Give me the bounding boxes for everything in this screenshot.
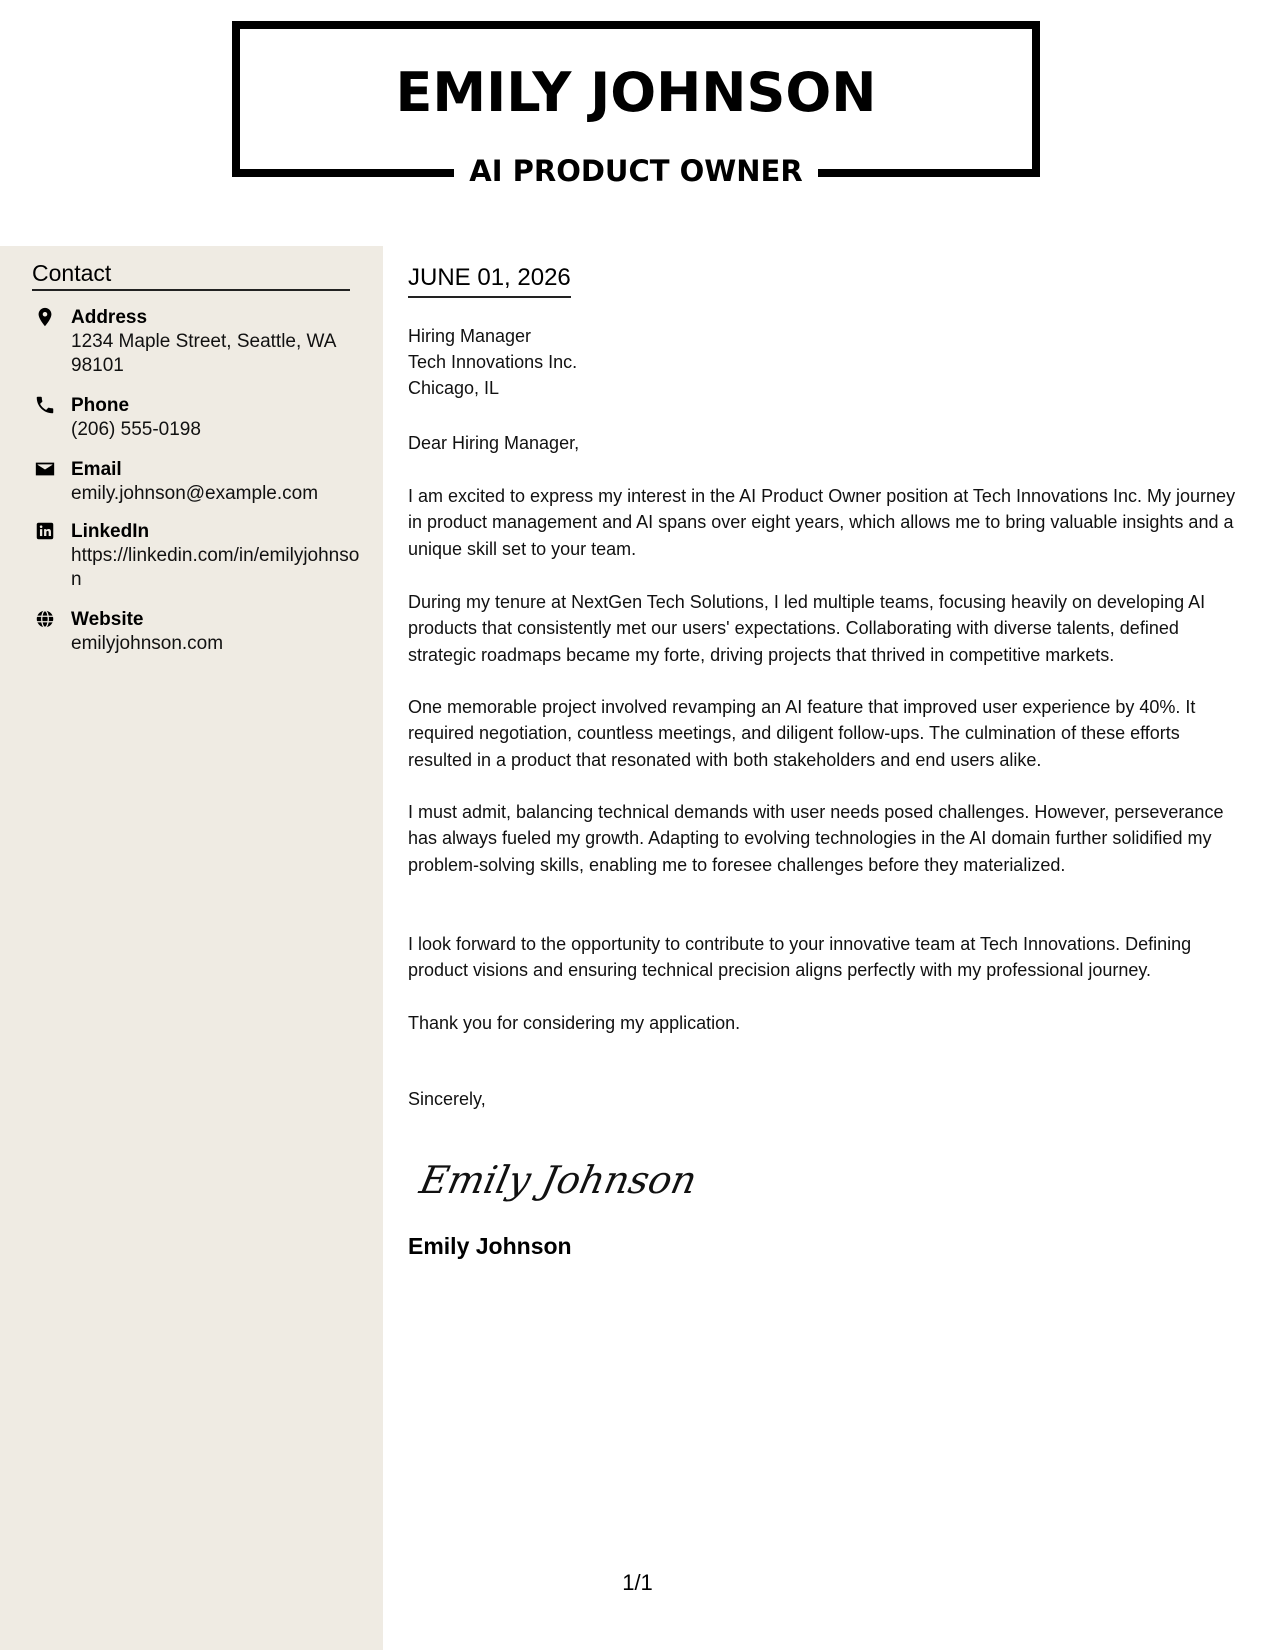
applicant-name: EMILY JOHNSON bbox=[395, 61, 877, 124]
phone-value: (206) 555-0198 bbox=[71, 419, 201, 440]
header-frame bbox=[232, 21, 1040, 188]
recipient-line: Chicago, IL bbox=[408, 378, 500, 398]
website-label: Website bbox=[71, 609, 144, 630]
contact-sidebar bbox=[0, 246, 383, 1650]
signature-text: Emily Johnson bbox=[415, 1158, 701, 1203]
paragraph: One memorable project involved revamping an AI feature that improved user experience by 40%. It required negotiation, countless meetings, and diligent follow-ups. The culmination of these efforts resulted in a product that resonated with both stakeholders and end users alike. bbox=[408, 697, 1196, 770]
address-value: 1234 Maple Street, Seattle, WA 98101 bbox=[71, 331, 336, 376]
paragraph: I must admit, balancing technical demands with user needs posed challenges. However, perseverance has always fueled my growth. Adapting to evolving technologies in the AI domain further solidified my problem-solving skills, enabling me to foresee challenges before they materialized. bbox=[408, 802, 1224, 875]
paragraph: I look forward to the opportunity to contribute to your innovative team at Tech Innovations. Defining product visions and ensuring technical precision aligns perfectly with my professional journey. bbox=[408, 934, 1192, 981]
salutation: Dear Hiring Manager, bbox=[408, 433, 580, 453]
recipient-block bbox=[408, 323, 577, 401]
email-label: Email bbox=[71, 459, 122, 480]
linkedin-icon bbox=[34, 520, 56, 542]
paragraph: Thank you for considering my application. bbox=[408, 1013, 741, 1033]
paragraph: During my tenure at NextGen Tech Solutions, I led multiple teams, focusing heavily on developing AI products that consistently met our users' expectations. Collaborating with diverse talents, defined strategic roadmaps became my forte, driving projects that thrived in competitive markets. bbox=[408, 592, 1206, 665]
signature-image bbox=[415, 1146, 701, 1216]
phone-icon bbox=[34, 394, 56, 416]
linkedin-label: LinkedIn bbox=[71, 521, 150, 542]
job-title: AI PRODUCT OWNER bbox=[469, 154, 803, 188]
map-pin-icon bbox=[34, 306, 56, 328]
linkedin-value[interactable]: https://linkedin.com/in/emilyjohnson bbox=[71, 545, 360, 590]
website-value[interactable]: emilyjohnson.com bbox=[71, 633, 224, 654]
email-value[interactable]: emily.johnson@example.com bbox=[71, 483, 319, 504]
recipient-line: Hiring Manager bbox=[408, 326, 532, 346]
closing: Sincerely, bbox=[408, 1089, 486, 1109]
frame-top-border bbox=[232, 21, 1040, 29]
signer-name: Emily Johnson bbox=[408, 1233, 572, 1259]
paragraph: I am excited to express my interest in the AI Product Owner position at Tech Innovations Inc. My journey in product management and AI spans over eight years, which allows me to bring valuable insights and a unique skill set to your team. bbox=[408, 486, 1236, 559]
globe-icon bbox=[34, 608, 56, 630]
contact-heading: Contact bbox=[32, 260, 350, 291]
envelope-icon bbox=[34, 458, 56, 480]
address-label: Address bbox=[71, 307, 148, 328]
page-number: 1/1 bbox=[622, 1570, 653, 1595]
letter-date: JUNE 01, 2026 bbox=[408, 264, 571, 298]
phone-label: Phone bbox=[71, 395, 130, 416]
recipient-line: Tech Innovations Inc. bbox=[408, 352, 578, 372]
